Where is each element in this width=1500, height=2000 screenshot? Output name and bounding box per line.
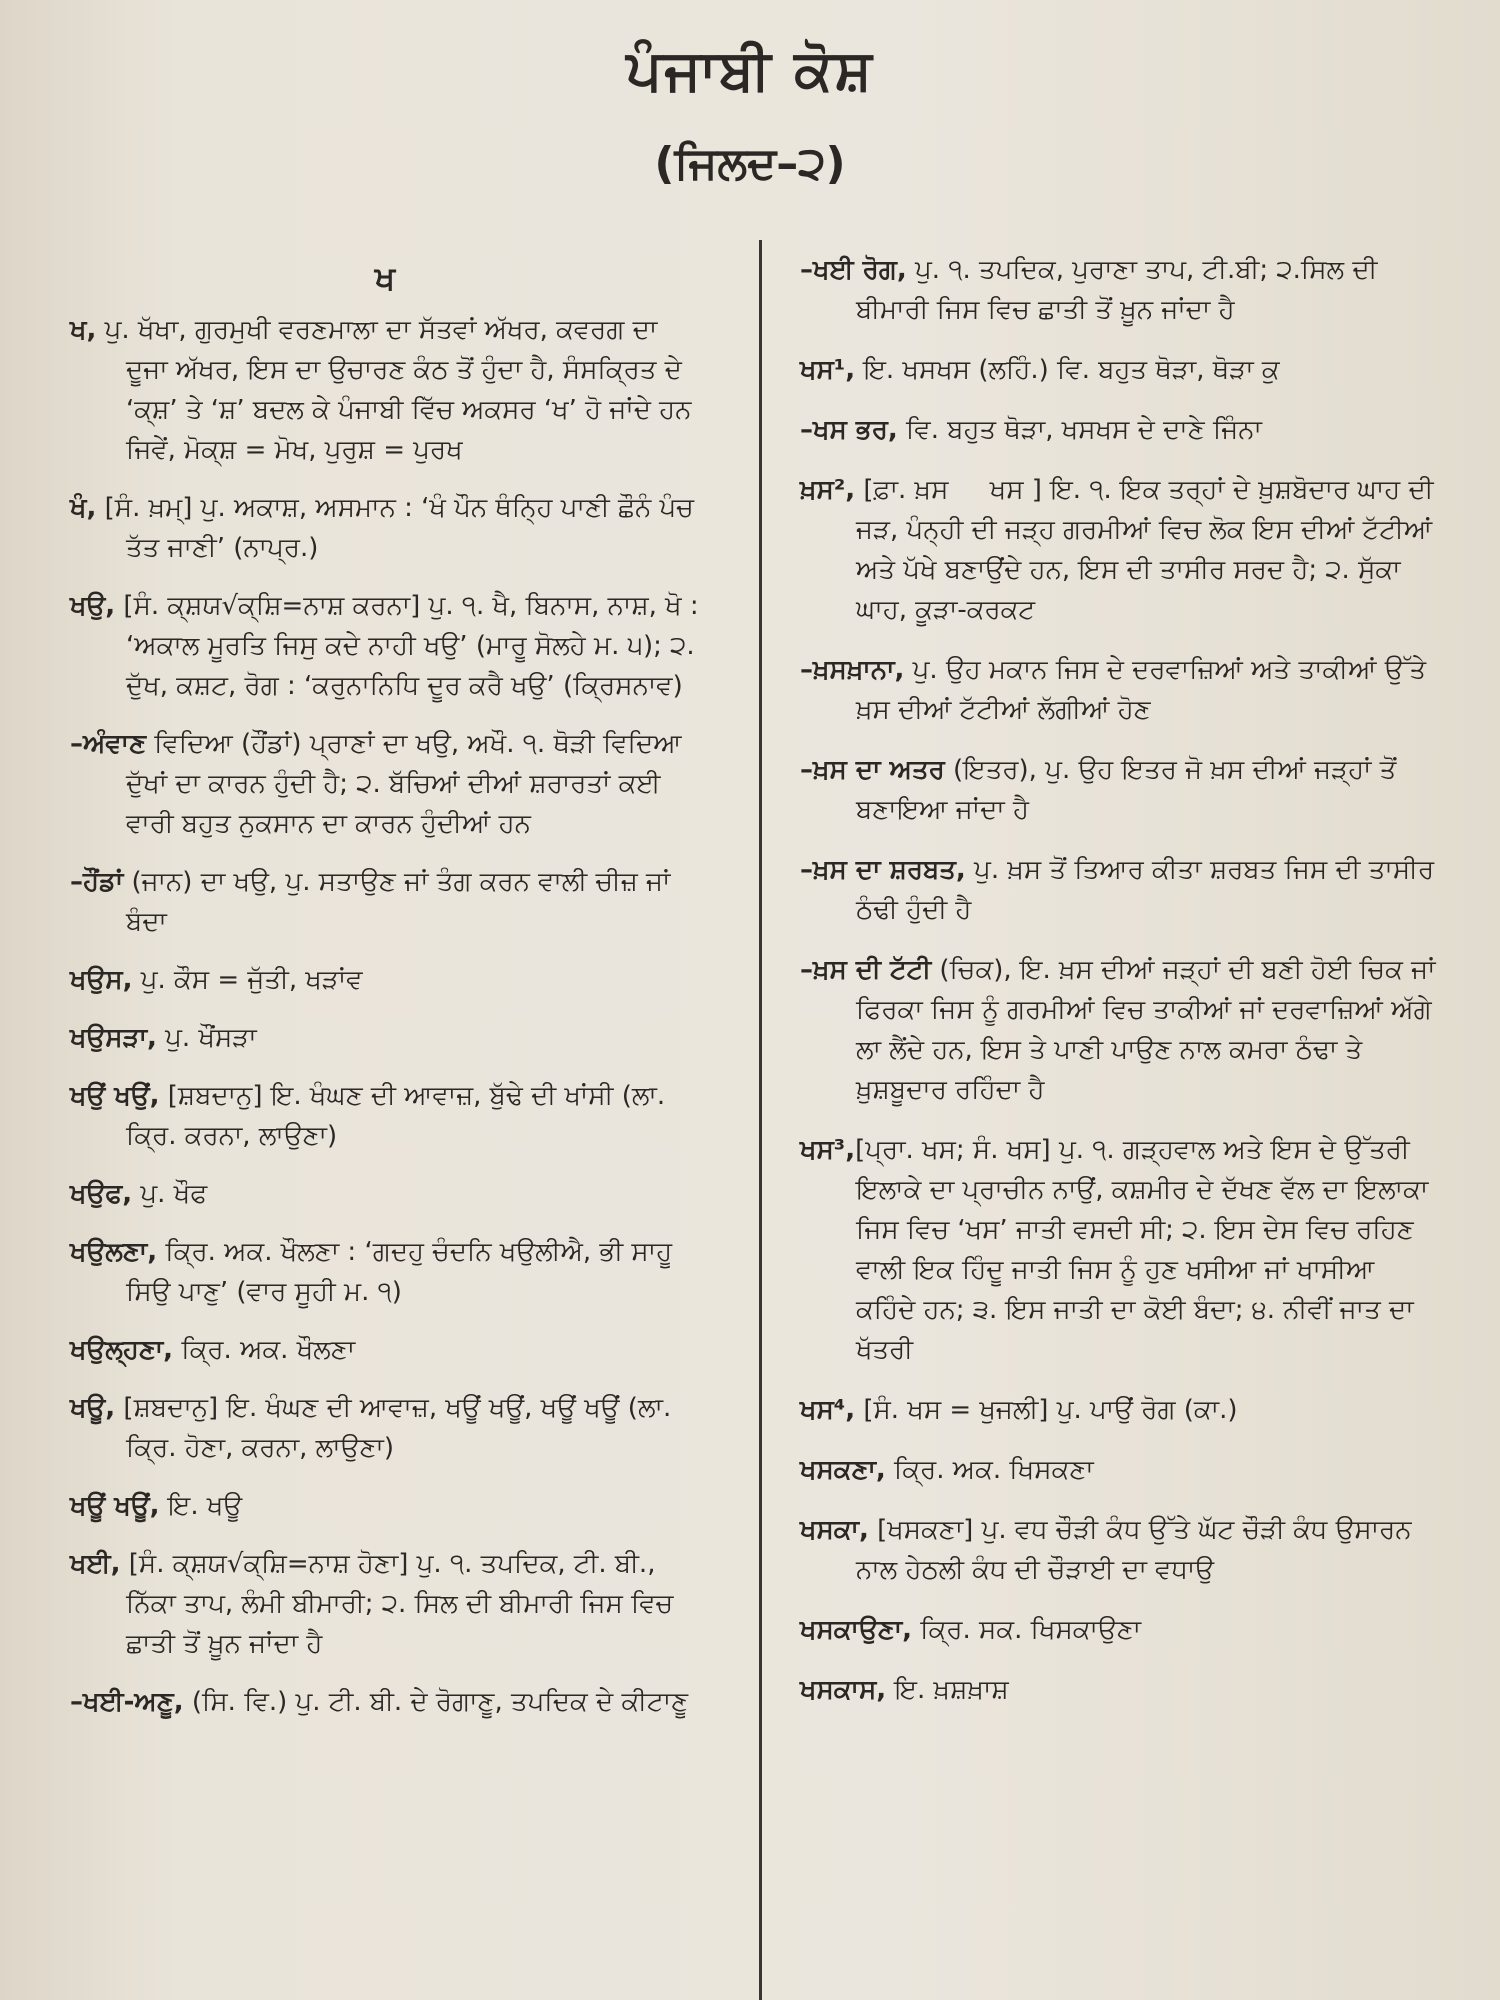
- entry-definition: (ਸਿ. ਵਿ.) ਪੁ. ਟੀ. ਬੀ. ਦੇ ਰੋਗਾਣੂ, ਤਪਦਿਕ ਦੇ ਕੀਟਾਣੂ: [183, 1687, 689, 1717]
- entry-definition: ਇ. ਖ਼ਸ਼ਖ਼ਾਸ਼: [886, 1675, 1009, 1705]
- dictionary-entry: [800, 250, 1440, 330]
- entry-headword: –ਅੰਵਾਣ: [70, 729, 146, 759]
- entry-headword: –ਖ਼ਸ ਦੀ ਟੱਟੀ: [800, 955, 932, 985]
- entry-headword: ਖਊਂ ਖਊਂ,: [70, 1491, 160, 1521]
- dictionary-entry: [800, 1510, 1440, 1590]
- entry-headword: ਖਉਸੜਾ,: [70, 1023, 157, 1053]
- dictionary-entry: [800, 350, 1440, 390]
- dictionary-entry: [800, 1450, 1440, 1490]
- entry-headword: ਖਉਫ,: [70, 1179, 133, 1209]
- entry-definition: (ਜਾਨ) ਦਾ ਖਉ, ਪੁ. ਸਤਾਉਣ ਜਾਂ ਤੰਗ ਕਰਨ ਵਾਲੀ ਚੀਜ਼ ਜਾਂ ਬੰਦਾ: [123, 867, 671, 937]
- dictionary-entry: [800, 1670, 1440, 1710]
- entry-headword: ਖਉਸ,: [70, 965, 133, 995]
- entry-headword: ਖਸਕਾ,: [800, 1515, 869, 1545]
- dictionary-entry: [800, 650, 1440, 730]
- entry-definition: ਪੁ. ਕੌਸ = ਜੁੱਤੀ, ਖੜਾਂਵ: [132, 965, 363, 995]
- left-column: [70, 252, 700, 1740]
- dictionary-entry: [70, 1232, 700, 1312]
- entry-definition: [ਖਸਕਣਾ] ਪੁ. ਵਧ ਚੌੜੀ ਕੰਧ ਉੱਤੇ ਘੱਟ ਚੌੜੀ ਕੰਧ ਉਸਾਰਨ ਨਾਲ ਹੇਠਲੀ ਕੰਧ ਦੀ ਚੌੜਾਈ ਦਾ ਵਧਾਉ: [856, 1515, 1412, 1585]
- dictionary-entry: [800, 750, 1440, 830]
- right-entry-list: [800, 250, 1440, 1710]
- dictionary-entry: [70, 1174, 700, 1214]
- entry-headword: –ਖ਼ਸਖ਼ਾਨਾ,: [800, 655, 905, 685]
- entry-headword: ਖਸਕਣਾ,: [800, 1455, 886, 1485]
- entry-definition: [ਸੰ. ਖਸ = ਖੁਜਲੀ] ਪੁ. ਪਾਉਂ ਰੋਗ (ਕਾ.): [855, 1395, 1238, 1425]
- entry-definition: ਵਿ. ਬਹੁਤ ਥੋੜਾ, ਖਸਖਸ ਦੇ ਦਾਣੇ ਜਿੰਨਾ: [897, 415, 1262, 445]
- entry-definition: ਕ੍ਰਿ. ਅਕ. ਖਿਸਕਣਾ: [885, 1455, 1094, 1485]
- entry-headword: –ਖ਼ਸ ਦਾ ਸ਼ਰਬਤ,: [800, 855, 966, 885]
- entry-headword: –ਖਈ ਰੋਗ,: [800, 255, 907, 285]
- dictionary-entry: [70, 488, 700, 568]
- entry-definition: [ਸੰ. ਖ਼ਮ੍] ਪੁ. ਅਕਾਸ਼, ਅਸਮਾਨ : ‘ਖੰ ਪੌਨ ਥੰਨਿ੍ਹ ਪਾਣੀ ਛੌਨੰ ਪੰਚ ਤੱਤ ਜਾਣੀ’ (ਨਾਪ੍ਰ.): [96, 493, 694, 563]
- dictionary-entry: [70, 960, 700, 1000]
- entry-definition: ਪੁ. ਖੌਂਸੜਾ: [156, 1023, 257, 1053]
- entry-definition: ਪੁ. ੧. ਤਪਦਿਕ, ਪੁਰਾਣਾ ਤਾਪ, ਟੀ.ਬੀ; ੨.ਸਿਲ ਦੀ ਬੀਮਾਰੀ ਜਿਸ ਵਿਚ ਛਾਤੀ ਤੋਂ ਖ਼ੂਨ ਜਾਂਦਾ ਹੈ: [856, 255, 1378, 325]
- entry-definition: ਕ੍ਰਿ. ਅਕ. ਖੌਲਣਾ: [173, 1335, 356, 1365]
- column-divider: [759, 240, 762, 2000]
- entry-definition: ਪੁ. ਖ਼ਸ ਤੋਂ ਤਿਆਰ ਕੀਤਾ ਸ਼ਰਬਤ ਜਿਸ ਦੀ ਤਾਸੀਰ ਠੰਢੀ ਹੁੰਦੀ ਹੈ: [856, 855, 1435, 925]
- dictionary-entry: [70, 1682, 700, 1722]
- entry-definition: ਪੁ. ਖੌਫ: [132, 1179, 208, 1209]
- entry-headword: ਖਊ,: [70, 1393, 116, 1423]
- dictionary-entry: [70, 586, 700, 706]
- left-entry-list: [70, 310, 700, 1722]
- entry-definition: ਪੁ. ਉਹ ਮਕਾਨ ਜਿਸ ਦੇ ਦਰਵਾਜ਼ਿਆਂ ਅਤੇ ਤਾਕੀਆਂ ਉੱਤੇ ਖ਼ਸ ਦੀਆਂ ਟੱਟੀਆਂ ਲੱਗੀਆਂ ਹੋਣ: [856, 655, 1427, 725]
- entry-definition: [ਸ਼ਬਦਾਨੁ] ਇ. ਖੰਘਣ ਦੀ ਆਵਾਜ਼, ਖਊਂ ਖਊਂ, ਖਊਂ ਖਊਂ (ਲਾ. ਕ੍ਰਿ. ਹੋਣਾ, ਕਰਨਾ, ਲਾਉਣਾ): [115, 1393, 672, 1463]
- entry-headword: –ਹੌਂਡਾਂ: [70, 867, 124, 897]
- entry-headword: ਖਉ,: [70, 591, 116, 621]
- entry-headword: –ਖ਼ਸ ਦਾ ਅਤਰ: [800, 755, 945, 785]
- dictionary-entry: [800, 950, 1440, 1110]
- entry-definition: [ਸੰ. ਕ੍ਸ਼ਯ√ਕ੍ਸ਼ਿ=ਨਾਸ਼ ਹੋਣਾ] ਪੁ. ੧. ਤਪਦਿਕ, ਟੀ. ਬੀ., ਨਿੱਕਾ ਤਾਪ, ਲੰਮੀ ਬੀਮਾਰੀ; ੨. ਸਿਲ ਦੀ ਬੀਮਾਰੀ ਜਿਸ ਵਿਚ ਛਾਤੀ ਤੋਂ ਖ਼ੂਨ ਜਾਂਦਾ ਹੈ: [120, 1549, 674, 1659]
- dictionary-entry: [800, 1610, 1440, 1650]
- entry-headword: ਖਈ,: [70, 1549, 121, 1579]
- entry-headword: ਖਸ⁴,: [800, 1395, 856, 1425]
- dictionary-entry: [70, 310, 700, 470]
- entry-headword: ਖਉਲ੍ਹਣਾ,: [70, 1335, 174, 1365]
- dictionary-entry: [70, 1544, 700, 1664]
- entry-headword: –ਖਸ ਭਰ,: [800, 415, 898, 445]
- entry-headword: ਖਉਂ ਖਉਂ,: [70, 1081, 160, 1111]
- entry-definition: ਇ. ਖਸਖਸ (ਲਹਿੰ.) ਵਿ. ਬਹੁਤ ਥੋੜਾ, ਥੋੜਾ ਕੁ: [855, 355, 1280, 385]
- dictionary-entry: [800, 850, 1440, 930]
- right-column: [800, 250, 1440, 1730]
- entry-definition: [ਪ੍ਰਾ. ਖਸ; ਸੰ. ਖਸ] ਪੁ. ੧. ਗੜ੍ਹਵਾਲ ਅਤੇ ਇਸ ਦੇ ਉੱਤਰੀ ਇਲਾਕੇ ਦਾ ਪ੍ਰਾਚੀਨ ਨਾਉਂ, ਕਸ਼ਮੀਰ ਦੇ ਦੱਖਣ ਵੱਲ ਦਾ ਇਲਾਕਾ ਜਿਸ ਵਿਚ ‘ਖਸ’ ਜਾਤੀ ਵਸਦੀ ਸੀ; ੨. ਇਸ ਦੇਸ ਵਿਚ ਰਹਿਣ ਵਾਲੀ ਇਕ ਹਿੰਦੂ ਜਾਤੀ ਜਿਸ ਨੂੰ ਹੁਣ ਖਸੀਆ ਜਾਂ ਖਾਸੀਆ ਕਹਿੰਦੇ ਹਨ; ੩. ਇਸ ਜਾਤੀ ਦਾ ਕੋਈ ਬੰਦਾ; ੪. ਨੀਵੀਂ ਜਾਤ ਦਾ ਖੱਤਰੀ: [855, 1135, 1429, 1365]
- dictionary-entry: [800, 1130, 1440, 1370]
- entry-definition: (ਇਤਰ), ਪੁ. ਉਹ ਇਤਰ ਜੋ ਖ਼ਸ ਦੀਆਂ ਜੜ੍ਹਾਂ ਤੋਂ ਬਣਾਇਆ ਜਾਂਦਾ ਹੈ: [856, 755, 1397, 825]
- entry-definition: (ਚਿਕ), ਇ. ਖ਼ਸ ਦੀਆਂ ਜੜ੍ਹਾਂ ਦੀ ਬਣੀ ਹੋਈ ਚਿਕ ਜਾਂ ਫਿਰਕਾ ਜਿਸ ਨੂੰ ਗਰਮੀਆਂ ਵਿਚ ਤਾਕੀਆਂ ਜਾਂ ਦਰਵਾਜ਼ਿਆਂ ਅੱਗੇ ਲਾ ਲੈਂਦੇ ਹਨ, ਇਸ ਤੇ ਪਾਣੀ ਪਾਉਣ ਨਾਲ ਕਮਰਾ ਠੰਢਾ ਤੇ ਖ਼ੁਸ਼ਬੂਦਾਰ ਰਹਿੰਦਾ ਹੈ: [856, 955, 1436, 1105]
- entry-headword: ਖਸ¹,: [800, 355, 856, 385]
- dictionary-entry: [800, 470, 1440, 630]
- dictionary-entry: [70, 1486, 700, 1526]
- entry-definition: [ਫ਼ਾ. ਖ਼ਸ ‌ ‌ ‌ ‌ ਖਸ ] ਇ. ੧. ਇਕ ਤਰ੍ਹਾਂ ਦੇ ਖ਼ੁਸ਼ਬੋਦਾਰ ਘਾਹ ਦੀ ਜੜ, ਪੰਨ੍ਹੀ ਦੀ ਜੜ੍ਹ ਗਰਮੀਆਂ ਵਿਚ ਲੋਕ ਇਸ ਦੀਆਂ ਟੱਟੀਆਂ ਅਤੇ ਪੱਖੇ ਬਣਾਉਂਦੇ ਹਨ, ਇਸ ਦੀ ਤਾਸੀਰ ਸਰਦ ਹੈ; ੨. ਸੁੱਕਾ ਘਾਹ, ਕੂੜਾ-ਕਰਕਟ: [855, 475, 1434, 625]
- entry-headword: ਖਸਕਾਉਣਾ,: [800, 1615, 913, 1645]
- entry-definition: ਵਿਦਿਆ (ਹੌਂਡਾਂ) ਪ੍ਰਾਣਾਂ ਦਾ ਖਉ, ਅਖੌ. ੧. ਥੋੜੀ ਵਿਦਿਆ ਦੁੱਖਾਂ ਦਾ ਕਾਰਨ ਹੁੰਦੀ ਹੈ; ੨. ਬੱਚਿਆਂ ਦੀਆਂ ਸ਼ਰਾਰਤਾਂ ਕਈ ਵਾਰੀ ਬਹੁਤ ਨੁਕਸਾਨ ਦਾ ਕਾਰਨ ਹੁੰਦੀਆਂ ਹਨ: [126, 729, 682, 839]
- dictionary-entry: [70, 862, 700, 942]
- dictionary-entry: [70, 1330, 700, 1370]
- entry-headword: ਖ,: [70, 315, 97, 345]
- entry-definition: [ਸ਼ਬਦਾਨੁ] ਇ. ਖੰਘਣ ਦੀ ਆਵਾਜ਼, ਬੁੱਢੇ ਦੀ ਖਾਂਸੀ (ਲਾ. ਕ੍ਰਿ. ਕਰਨਾ, ਲਾਉਣਾ): [126, 1081, 666, 1151]
- dictionary-entry: [800, 1390, 1440, 1430]
- entry-definition: ਕ੍ਰਿ. ਸਕ. ਖਿਸਕਾਉਣਾ: [912, 1615, 1142, 1645]
- dictionary-entry: [70, 724, 700, 844]
- entry-headword: –ਖਈ-ਅਣੂ,: [70, 1687, 184, 1717]
- entry-headword: ਖਸ³,: [800, 1135, 856, 1165]
- entry-definition: ਇ. ਖਊ: [159, 1491, 243, 1521]
- entry-headword: ਖਉਲਣਾ,: [70, 1237, 158, 1267]
- dictionary-entry: [70, 1018, 700, 1058]
- entry-definition: ਕ੍ਰਿ. ਅਕ. ਖੌਲਣਾ : ‘ਗਦਹੁ ਚੰਦਨਿ ਖਉਲੀਐ, ਭੀ ਸਾਹੂ ਸਿਉ ਪਾਣੁ’ (ਵਾਰ ਸੂਹੀ ਮ. ੧): [126, 1237, 673, 1307]
- entry-definition: [ਸੰ. ਕ੍ਸ਼ਯ√ਕ੍ਸ਼ਿ=ਨਾਸ਼ ਕਰਨਾ] ਪੁ. ੧. ਖੈ, ਬਿਨਾਸ, ਨਾਸ਼, ਖੋ : ‘ਅਕਾਲ ਮੂਰਤਿ ਜਿਸੁ ਕਦੇ ਨਾਹੀ ਖਉ’ (ਮਾਰੂ ਸੋਲਹੇ ਮ. ੫); ੨. ਦੁੱਖ, ਕਸ਼ਟ, ਰੋਗ : ‘ਕਰੁਨਾਨਿਧਿ ਦੂਰ ਕਰੈ ਖਉ’ (ਕ੍ਰਿਸਨਾਵ): [115, 591, 699, 701]
- page-title: ਪੰਜਾਬੀ ਕੋਸ਼: [626, 38, 874, 103]
- dictionary-entry: [70, 1388, 700, 1468]
- section-letter-heading: ਖ: [374, 259, 396, 297]
- entry-headword: ਖਸਕਾਸ,: [800, 1675, 887, 1705]
- entry-definition: ਪੁ. ਖੱਖਾ, ਗੁਰਮੁਖੀ ਵਰਣਮਾਲਾ ਦਾ ਸੱਤਵਾਂ ਅੱਖਰ, ਕਵਰਗ ਦਾ ਦੂਜਾ ਅੱਖਰ, ਇਸ ਦਾ ਉਚਾਰਣ ਕੰਠ ਤੋਂ ਹੁੰਦਾ ਹੈ, ਸੰਸਕ੍ਰਿਤ ਦੇ ‘ਕ੍ਸ਼’ ਤੇ ‘ਸ਼’ ਬਦਲ ਕੇ ਪੰਜਾਬੀ ਵਿੱਚ ਅਕਸਰ ‘ਖ’ ਹੋ ਜਾਂਦੇ ਹਨ ਜਿਵੇਂ, ਮੋਕ੍ਸ਼ = ਮੋਖ, ਪੁਰੁਸ਼ = ਪੁਰਖ: [96, 315, 692, 465]
- dictionary-entry: [70, 1076, 700, 1156]
- volume-subtitle: (ਜਿਲਦ–੨): [654, 138, 846, 189]
- entry-headword: ਖੰ,: [70, 493, 97, 523]
- dictionary-entry: [800, 410, 1440, 450]
- entry-headword: ਖ਼ਸ²,: [800, 475, 856, 505]
